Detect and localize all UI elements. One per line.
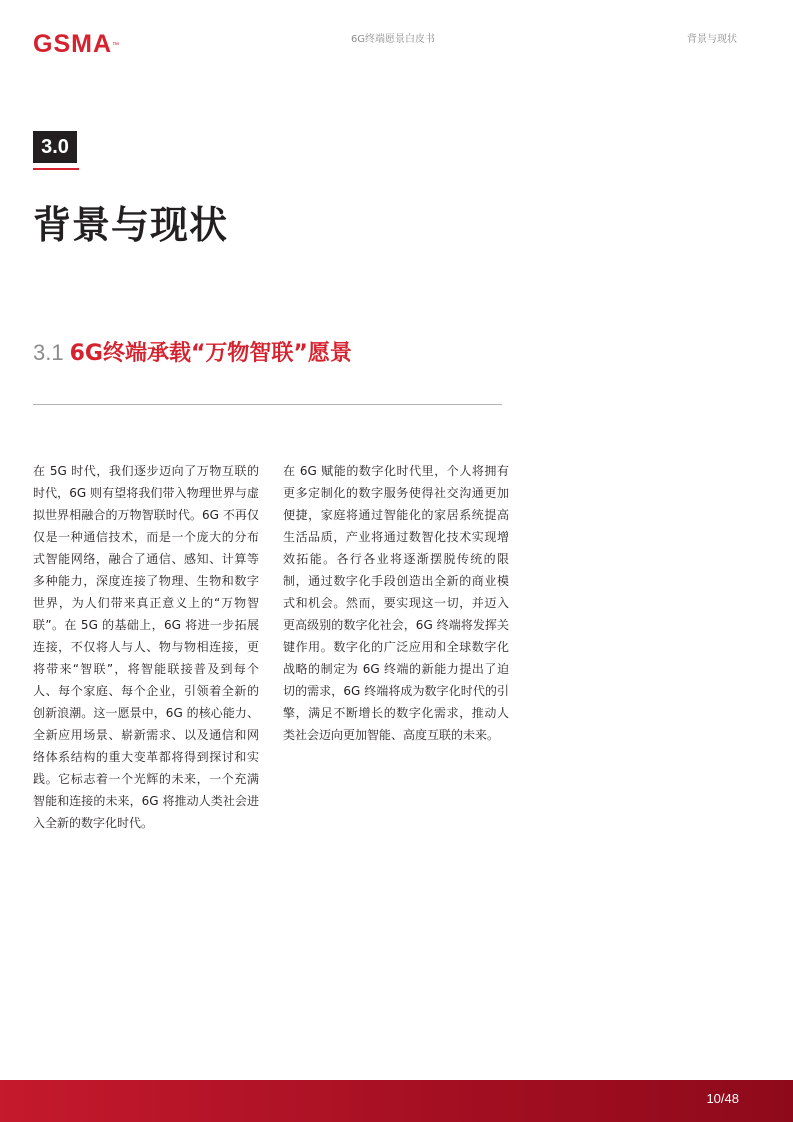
gsma-logo xyxy=(33,30,119,58)
body-column-right: 在 6G 赋能的数字化时代里，个人将拥有更多定制化的数字服务使得社交沟通更加便捷，家庭将通过智能化的家居系统提高生活品质，产业将通过数智化技术实现增效拓能。各行各业将逐渐摆脱传统的限制，通过数字化手段创造出全新的商业模式和机会。然而，要实现这一切，并迈入更高级别的数字化社会，6G 终端将发挥关键作用。数字化的广泛应用和全球数字化战略的制定为 6G 终端的新能力提出了迫切的需求，6G 终端将成为数字化时代的引擎，满足不断增长的数字化需求，推动人类社会迈向更加智能、高度互联的未来。 xyxy=(283,464,509,742)
footer-bar xyxy=(0,1080,793,1122)
subsection-number: 3.1 xyxy=(33,340,64,365)
divider-line xyxy=(33,404,502,405)
page-number: 10/48 xyxy=(706,1091,739,1106)
section-number-badge: 3.0 xyxy=(33,131,77,163)
subsection-heading xyxy=(33,338,352,369)
header-document-title: 6G终端愿景白皮书 xyxy=(350,34,436,45)
section-number-underline xyxy=(33,168,79,170)
header-section-label: 背景与现状 xyxy=(687,34,737,45)
page-title: 背景与现状 xyxy=(33,203,229,247)
subsection-title: 6G终端承载“万物智联”愿景 xyxy=(69,341,352,366)
body-column-left: 在 5G 时代，我们逐步迈向了万物互联的时代，6G 则有望将我们带入物理世界与虚拟世界相融合的万物智联时代。6G 不再仅仅是一种通信技术，而是一个庞大的分布式智能网络，融合了通信、感知、计算等多种能力，深度连接了物理、生物和数字世界，为人们带来真正意义上的“万物智联”。在 5G 的基础上，6G 将进一步拓展连接，不仅将人与人、物与物相连接，更将带来“智联”，将智能联接普及到每个人、每个家庭、每个企业，引领着全新的创新浪潮。这一愿景中，6G 的核心能力、全新应用场景、崭新需求、以及通信和网络体系结构的重大变革都将得到探讨和实践。它标志着一个光辉的未来，一个充满智能和连接的未来，6G 将推动人类社会进入全新的数字化时代。 xyxy=(33,464,259,830)
logo-text: GSMA xyxy=(33,30,112,58)
trademark-symbol: ™ xyxy=(112,42,119,49)
